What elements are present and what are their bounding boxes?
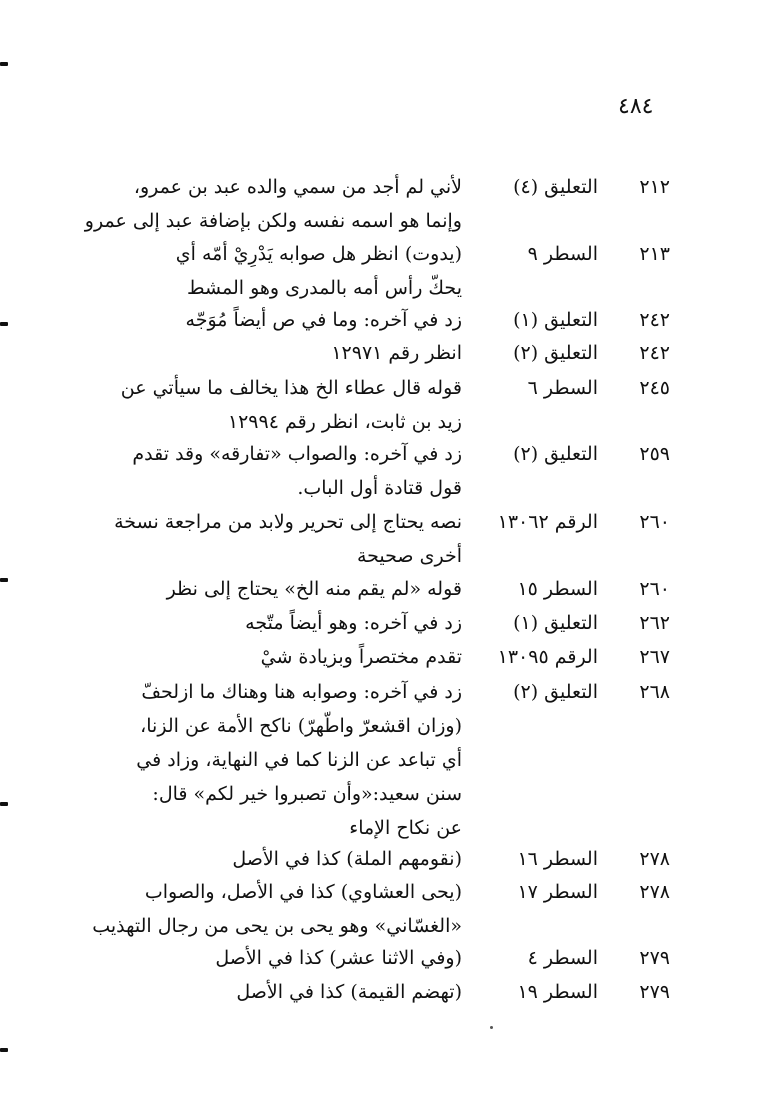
note-line: تقدم مختصراً وبزيادة شيْ: [260, 646, 462, 668]
note-line: أخرى صحيحة: [356, 545, 462, 567]
location-reference: التعليق (٢): [513, 443, 598, 465]
note-line: (يدوت) انظر هل صوابه يَدْرِيْ أمّه أي: [175, 243, 462, 265]
page-reference: ٢١٣: [639, 243, 670, 265]
page-reference: ٢٦٧: [639, 646, 670, 668]
correction-note: [84, 170, 462, 238]
note-line: زد في آخره: وصوابه هنا وهناك ما ازلحفّ: [141, 681, 462, 703]
note-line: (نقومهم الملة) كذا في الأصل: [232, 848, 462, 870]
location-reference: التعليق (١): [513, 309, 598, 331]
margin-mark: [0, 62, 8, 66]
note-line: وإنما هو اسمه نفسه ولكن بإضافة عبد إلى عمرو: [84, 210, 462, 232]
location-reference: السطر ١٩: [517, 981, 598, 1003]
page-reference: ٢٤٥: [639, 377, 670, 399]
correction-note: [114, 505, 462, 573]
page-reference: ٢٥٩: [639, 443, 670, 465]
note-line: (تهضم القيمة) كذا في الأصل: [236, 981, 462, 1003]
correction-note: [128, 941, 462, 975]
margin-mark: [0, 802, 8, 806]
note-line: قوله قال عطاء الخ هذا يخالف ما سيأتي عن: [120, 377, 462, 399]
note-line: قول قتادة أول الباب.: [297, 477, 462, 499]
note-line: عن نكاح الإماء: [349, 817, 462, 839]
note-line: يحكّ رأس أمه بالمدرى وهو المشط: [187, 277, 462, 299]
location-reference: السطر ٤: [527, 947, 598, 969]
margin-mark: [0, 322, 8, 326]
location-reference: السطر ١٦: [517, 848, 598, 870]
location-reference: السطر ٩: [527, 243, 598, 265]
note-line: نصه يحتاج إلى تحرير ولابد من مراجعة نسخة: [114, 511, 462, 533]
page-reference: ٢٧٨: [639, 881, 670, 903]
page-reference: ٢٧٩: [639, 947, 670, 969]
correction-note: [128, 842, 462, 876]
correction-note: [128, 437, 462, 505]
correction-note: [128, 606, 462, 640]
correction-note: [128, 303, 462, 337]
location-reference: التعليق (٤): [513, 176, 598, 198]
margin-mark: [0, 578, 8, 582]
location-reference: السطر ١٧: [517, 881, 598, 903]
correction-note: [128, 975, 462, 1009]
note-line: سنن سعيد:«وأن تصبروا خير لكم» قال:: [152, 783, 462, 805]
page-reference: ٢٤٢: [639, 342, 670, 364]
correction-note: [128, 336, 462, 370]
page-reference: ٢٧٩: [639, 981, 670, 1003]
note-line: انظر رقم ١٢٩٧١: [331, 342, 462, 364]
page-reference: ٢٦٠: [639, 578, 670, 600]
page-reference: ٢٧٨: [639, 848, 670, 870]
note-line: زد في آخره: وهو أيضاً متّجه: [245, 612, 462, 634]
page-reference: ٢١٢: [639, 176, 670, 198]
note-line: (وفي الاثنا عشر) كذا في الأصل: [215, 947, 462, 969]
note-line: (يحى العشاوي) كذا في الأصل، والصواب: [144, 881, 462, 903]
location-reference: التعليق (٢): [513, 681, 598, 703]
correction-note: [128, 640, 462, 674]
note-line: قوله «لم يقم منه الخ» يحتاج إلى نظر: [166, 578, 462, 600]
location-reference: السطر ٦: [527, 377, 598, 399]
page-reference: ٢٤٢: [639, 309, 670, 331]
note-line: أي تباعد عن الزنا كما في النهاية، وزاد في: [136, 749, 462, 771]
correction-note: [128, 572, 462, 606]
location-reference: الرقم ١٣٠٩٥: [497, 646, 598, 668]
note-line: «الغسّاني» وهو يحى بن يحى من رجال التهذيب: [92, 915, 462, 937]
page-reference: ٢٦٨: [639, 681, 670, 703]
page-reference: ٢٦٠: [639, 511, 670, 533]
correction-note: [120, 371, 462, 439]
location-reference: التعليق (١): [513, 612, 598, 634]
correction-note: [92, 875, 462, 943]
note-line: (وزان اقشعرّ واطّهرّ) ناكح الأمة عن الزنا،: [140, 715, 462, 737]
correction-note: [128, 237, 462, 305]
page-reference: ٢٦٢: [639, 612, 670, 634]
paper-speck: [490, 1026, 493, 1029]
page-number: ٤٨٤: [618, 94, 654, 119]
location-reference: الرقم ١٣٠٦٢: [497, 511, 598, 533]
location-reference: السطر ١٥: [517, 578, 598, 600]
note-line: زد في آخره: وما في ص أيضاً مُوَجّه: [185, 309, 462, 331]
location-reference: التعليق (٢): [513, 342, 598, 364]
correction-note: [128, 675, 462, 845]
note-line: زد في آخره: والصواب «تفارقه» وقد تقدم: [132, 443, 462, 465]
note-line: لأني لم أجد من سمي والده عبد بن عمرو،: [133, 176, 462, 198]
margin-mark: [0, 1048, 8, 1052]
note-line: زيد بن ثابت، انظر رقم ١٢٩٩٤: [227, 411, 462, 433]
